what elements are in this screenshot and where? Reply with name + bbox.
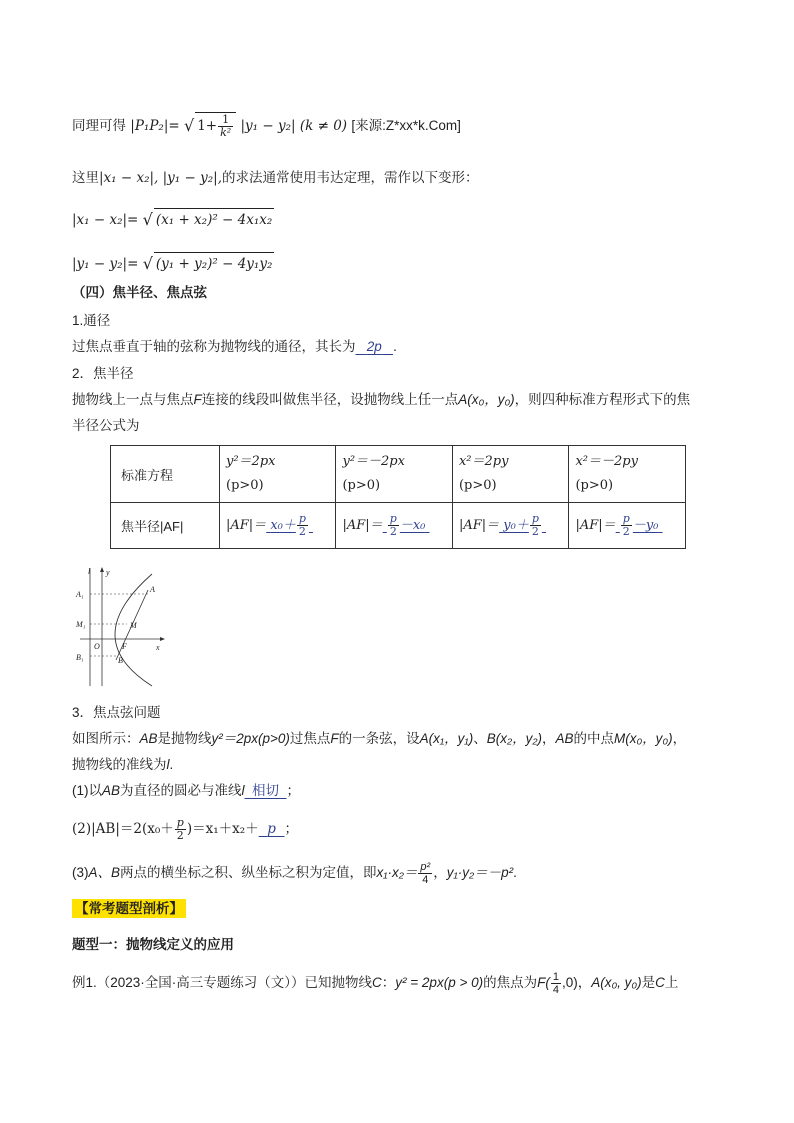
fraction-den: k²	[220, 126, 232, 139]
parabola-figure	[70, 564, 170, 690]
fraction	[175, 817, 186, 842]
distance-formula-line	[72, 112, 461, 139]
text: .	[393, 339, 397, 354]
math-expr: l	[166, 757, 170, 772]
item2-line2: 半径公式为	[72, 418, 140, 433]
math-expr: F(	[537, 975, 550, 991]
fraction-num: 1	[552, 971, 559, 983]
text: ，	[672, 731, 687, 746]
condition: (p>0)	[342, 478, 381, 493]
parabola-curve	[115, 574, 152, 686]
highlight-heading	[72, 899, 186, 919]
answer: y₀＋	[503, 518, 529, 533]
math-expr: C	[655, 975, 665, 991]
answer: －x₀	[399, 518, 426, 533]
fraction-num: p	[622, 512, 630, 525]
text: 过焦点	[289, 731, 331, 746]
math-expr: F	[193, 392, 202, 407]
text: ，	[433, 865, 447, 881]
table-row	[111, 503, 686, 549]
condition: (p>0)	[226, 478, 264, 493]
answer: －y₀	[632, 518, 659, 533]
table-cell	[220, 503, 336, 549]
fraction	[297, 513, 308, 538]
text: ，则四种标准方程形式下的焦	[514, 392, 691, 407]
answer-blank	[616, 512, 663, 538]
label-B1: B₁	[76, 653, 84, 662]
math-expr: (k ≠ 0)	[299, 118, 348, 134]
math-expr: A、B	[88, 865, 121, 881]
answer-blank	[499, 512, 546, 538]
math-expr: (2)|AB|＝2(x₀＋	[72, 821, 174, 837]
label-A: A	[150, 585, 155, 594]
condition: (p>0)	[458, 478, 497, 493]
highlight-label: 【常考题型剖析】	[72, 899, 186, 918]
label: |AF|＝	[342, 518, 383, 533]
label-F: F	[122, 642, 127, 651]
formula-x	[72, 208, 274, 230]
fraction	[530, 513, 541, 538]
equation: y²＝2px	[226, 454, 276, 469]
math-expr: A(x₀, y₀)	[591, 975, 642, 991]
math-expr: )＝x₁＋x₂＋	[186, 821, 259, 837]
text: 抛物线上一点与焦点	[72, 392, 194, 407]
fraction-den: 2	[531, 525, 539, 538]
text: 的一条弦，设	[338, 731, 420, 746]
answer-blank	[266, 512, 313, 538]
sqrt-sign: √	[142, 210, 153, 229]
table-cell	[452, 446, 569, 503]
fraction-den: 2	[389, 525, 397, 538]
table-cell	[569, 446, 686, 503]
text: 的焦点为	[483, 975, 538, 991]
math-expr: x₁·x₂＝	[376, 865, 418, 881]
math-expr: |y₁ − y₂|=	[72, 256, 139, 272]
label-y: y	[106, 568, 110, 577]
label-x: x	[156, 643, 160, 652]
property-3	[72, 861, 517, 886]
math-expr: |P₁P₂|=	[130, 118, 180, 134]
math-expr: |x₁ − x₂|, |y₁ − y₂|,	[99, 170, 222, 186]
item3-title: 3．焦点弦问题	[72, 705, 161, 720]
fraction-den: 2	[622, 525, 630, 538]
fraction-den: 4	[422, 874, 429, 886]
math-expr: F	[330, 731, 339, 746]
example-1	[72, 971, 678, 996]
text: 同理可得	[72, 118, 126, 133]
answer-blank	[245, 783, 287, 798]
equation: x²＝－2py	[575, 454, 638, 469]
item3-line1	[72, 729, 686, 749]
fraction-num: p	[531, 512, 539, 525]
fraction	[621, 513, 632, 538]
table-header: 标准方程	[111, 446, 220, 503]
table-header: 焦半径|AF|	[111, 503, 220, 549]
fraction	[551, 971, 561, 996]
text: 两点的横坐标之积、纵坐标之积为定值，即	[120, 865, 377, 881]
table-row	[111, 446, 686, 503]
equation: x²＝2py	[458, 454, 509, 469]
fraction-den: 2	[176, 829, 184, 842]
text: ；	[286, 783, 301, 798]
sqrt-body	[195, 112, 236, 139]
math-expr: 1+	[197, 118, 218, 134]
table-cell	[336, 503, 452, 549]
text: 是	[641, 975, 656, 991]
source-tag: [来源:Z*xx*k.Com]	[351, 118, 461, 133]
vieta-note-line	[72, 168, 478, 188]
text: 这里	[72, 170, 99, 185]
formula-y	[72, 252, 274, 274]
text: 例1.（2023·全国·高三专题练习（文））已知抛物线	[72, 975, 373, 991]
answer-blank	[383, 512, 430, 538]
math-expr: ,0)	[561, 975, 578, 991]
fraction-num: p²	[420, 861, 431, 873]
item3-line2	[72, 755, 173, 775]
fraction-den: 4	[552, 984, 559, 996]
math-expr: A(x₀，y₀)	[458, 392, 515, 407]
table-cell	[220, 446, 336, 503]
label: |AF|＝	[575, 518, 616, 533]
math-expr: |y₁ − y₂|	[240, 118, 296, 134]
text: (3)	[72, 865, 89, 881]
label: |AF|＝	[226, 518, 267, 533]
y-axis-arrow-icon	[100, 567, 104, 572]
label-M: M	[130, 621, 137, 630]
fraction	[418, 861, 432, 886]
fraction-num: p	[298, 512, 306, 525]
text: 是抛物线	[157, 731, 212, 746]
property-1	[72, 781, 300, 801]
math-expr: B(x₂，y₂)	[486, 731, 542, 746]
math-expr: l	[241, 783, 245, 798]
math-expr: AB	[555, 731, 574, 746]
fraction-num: p	[176, 816, 184, 829]
text: .	[513, 865, 517, 881]
math-expr: y² = 2px(p > 0)	[395, 975, 484, 991]
section-heading: （四）焦半径、焦点弦	[72, 285, 207, 300]
text: 如图所示：	[72, 731, 140, 746]
label-A1: A₁	[76, 590, 84, 599]
fraction	[218, 114, 233, 139]
table-cell	[569, 503, 686, 549]
sqrt-body: (y₁ + y₂)² − 4y₁y₂	[154, 252, 274, 274]
fraction-num: p	[389, 512, 397, 525]
answer: 相切	[252, 783, 280, 798]
text: 为直径的圆必与准线	[120, 783, 242, 798]
table-cell	[452, 503, 569, 549]
item2-title: 2．焦半径	[72, 366, 134, 381]
math-expr: AB	[139, 731, 158, 746]
item1-text	[72, 337, 397, 357]
fraction	[388, 513, 399, 538]
label-B: B	[118, 656, 123, 665]
math-expr: M(x₀，y₀)	[614, 731, 673, 746]
fraction-den: 2	[298, 525, 306, 538]
equation: y²＝－2px	[342, 454, 405, 469]
type-heading: 题型一：抛物线定义的应用	[72, 937, 234, 952]
math-expr: |x₁ − x₂|=	[72, 212, 139, 228]
text: 上	[664, 975, 679, 991]
text: 的中点	[573, 731, 614, 746]
text: ：	[381, 975, 396, 991]
fraction-num: 1	[218, 114, 233, 127]
item2-line1	[72, 390, 690, 410]
answer: x₀＋	[270, 518, 296, 533]
text: 的求法通常使用韦达定理，需作以下变形：	[221, 170, 479, 185]
label-l: l	[88, 567, 91, 576]
sqrt-sign: √	[184, 116, 195, 135]
text: ，	[577, 975, 592, 991]
answer-blank	[356, 339, 394, 354]
math-expr: C	[372, 975, 382, 991]
item1-title: 1.通径	[72, 313, 111, 328]
sqrt-body: (x₁ + x₂)² − 4x₁x₂	[154, 208, 274, 230]
math-expr: y₁·y₂＝－p²	[446, 865, 514, 881]
text: (1)以	[72, 783, 102, 798]
text: .	[169, 757, 174, 772]
answer: p	[267, 821, 276, 837]
math-expr: y²＝2px(p>0)	[211, 731, 290, 746]
condition: (p>0)	[575, 478, 614, 493]
math-expr: A(x₁，y₁)	[419, 731, 474, 746]
text: 、	[473, 731, 487, 746]
label-O: O	[94, 642, 100, 651]
property-2	[72, 817, 298, 842]
answer-blank	[259, 821, 285, 837]
text: 连接的线段叫做焦半径，设抛物线上任一点	[201, 392, 459, 407]
table-cell	[336, 446, 452, 503]
sqrt-sign: √	[142, 254, 153, 273]
text: ，	[541, 731, 556, 746]
text: 过焦点垂直于轴的弦称为抛物线的通径，其长为	[72, 339, 356, 354]
text: ；	[284, 821, 298, 836]
answer: 2p	[366, 339, 382, 354]
x-axis-arrow-icon	[160, 637, 165, 641]
text: 抛物线的准线为	[72, 757, 167, 772]
focal-radius-table	[110, 445, 686, 549]
label: |AF|＝	[458, 518, 500, 533]
math-expr: AB	[102, 783, 121, 798]
label-M1: M₁	[76, 620, 86, 629]
